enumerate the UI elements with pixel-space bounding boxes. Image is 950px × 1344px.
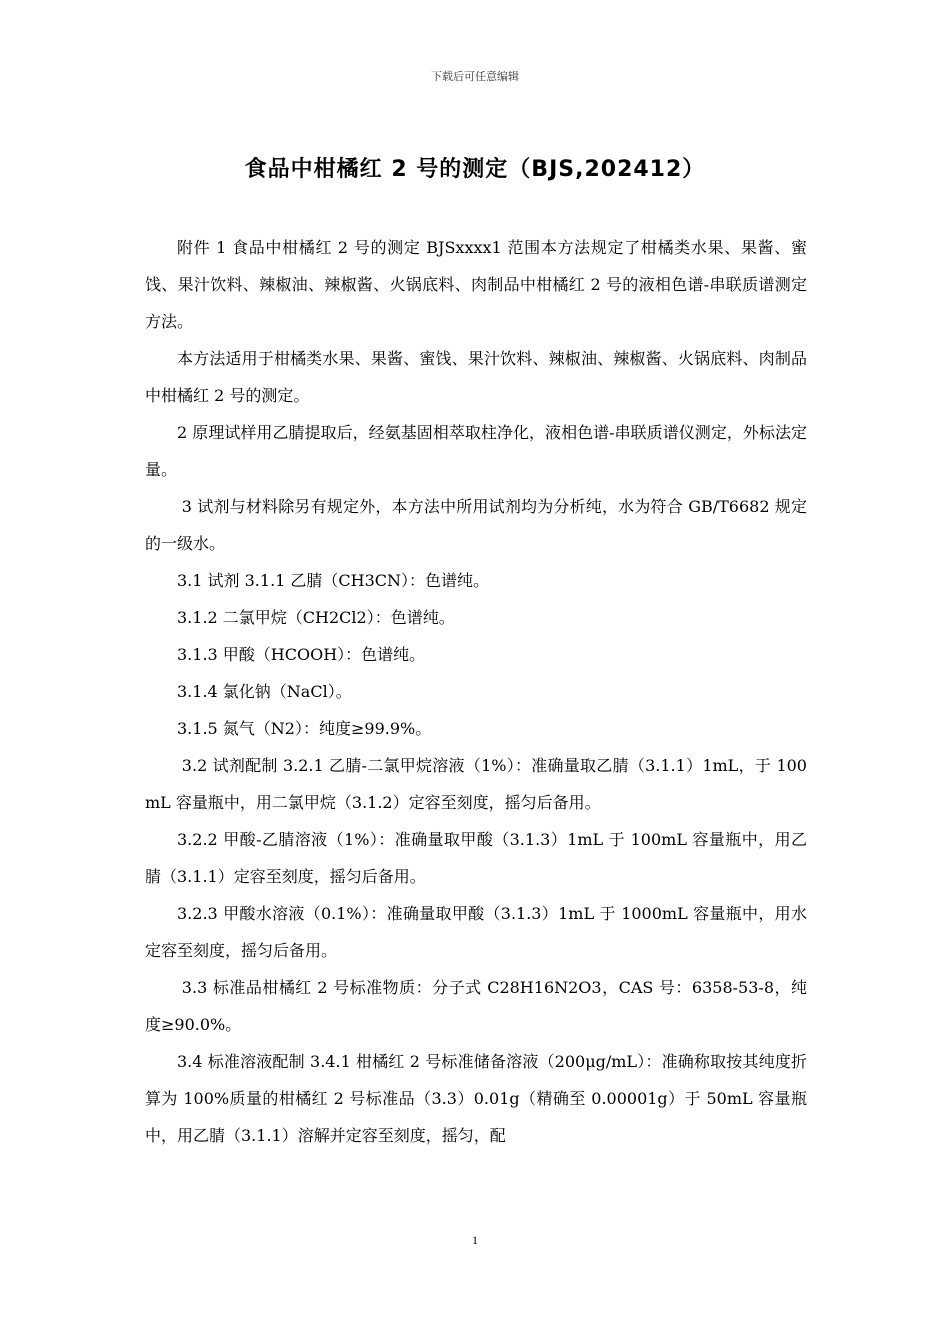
- paragraph-applicability: 本方法适用于柑橘类水果、果酱、蜜饯、果汁饮料、辣椒油、辣椒酱、火锅底料、肉制品中柑橘红 2 号的测定。: [145, 349, 807, 405]
- document-title: 食品中柑橘红 2 号的测定（BJS,202412）: [244, 157, 706, 182]
- paragraph-preparation-3-2-3: 3.2.3 甲酸水溶液（0.1%）：准确量取甲酸（3.1.3）1mL 于 1000mL 容量瓶中，用水定容至刻度，摇匀后备用。: [145, 904, 807, 960]
- paragraph-scope: 附件 1 食品中柑橘红 2 号的测定 BJSxxxx1 范围本方法规定了柑橘类水果、果酱、蜜饯、果汁饮料、辣椒油、辣椒酱、火锅底料、肉制品中柑橘红 2 号的液相色谱-串联质谱测定方法。: [145, 238, 807, 331]
- paragraph-preparation-3-2-2: 3.2.2 甲酸-乙腈溶液（1%）：准确量取甲酸（3.1.3）1mL 于 100mL 容量瓶中，用乙腈（3.1.1）定容至刻度，摇匀后备用。: [145, 830, 807, 886]
- paragraph-reagent-3-1-2: 3.1.2 二氯甲烷（CH2Cl2）：色谱纯。: [177, 608, 455, 627]
- paragraph-reagent-3-1-3: 3.1.3 甲酸（HCOOH）：色谱纯。: [177, 645, 426, 664]
- paragraph-preparation-3-2: 3.2 试剂配制 3.2.1 乙腈-二氯甲烷溶液（1%）：准确量取乙腈（3.1.1）1mL，于 100mL 容量瓶中，用二氯甲烷（3.1.2）定容至刻度，摇匀后备用。: [145, 756, 807, 812]
- document-body: [145, 229, 807, 1154]
- paragraph-reagent-3-1-5: 3.1.5 氮气（N2）：纯度≥99.9%。: [177, 719, 432, 738]
- paragraph-standard-3-3: 3.3 标准品柑橘红 2 号标准物质：分子式 C28H16N2O3，CAS 号：6358-53-8，纯度≥90.0%。: [145, 978, 807, 1034]
- page-number: 1: [472, 1233, 478, 1247]
- paragraph-standard-solution-3-4: 3.4 标准溶液配制 3.4.1 柑橘红 2 号标准储备溶液（200μg/mL）：准确称取按其纯度折算为 100%质量的柑橘红 2 号标准品（3.3）0.01g（精确至 0.00001g）于 50mL 容量瓶中，用乙腈（3.1.1）溶解并定容至刻度，摇匀，配: [145, 1052, 807, 1145]
- paragraph-reagent-3-1: 3.1 试剂 3.1.1 乙腈（CH3CN）：色谱纯。: [177, 571, 490, 590]
- paragraph-reagent-3-1-4: 3.1.4 氯化钠（NaCl）。: [177, 682, 352, 701]
- paragraph-reagents-intro: 3 试剂与材料除另有规定外，本方法中所用试剂均为分析纯，水为符合 GB/T6682 规定的一级水。: [145, 497, 807, 553]
- page-header-note: 下载后可任意编辑: [431, 70, 519, 83]
- paragraph-principle: 2 原理试样用乙腈提取后，经氨基固相萃取柱净化，液相色谱-串联质谱仪测定，外标法定量。: [145, 423, 807, 479]
